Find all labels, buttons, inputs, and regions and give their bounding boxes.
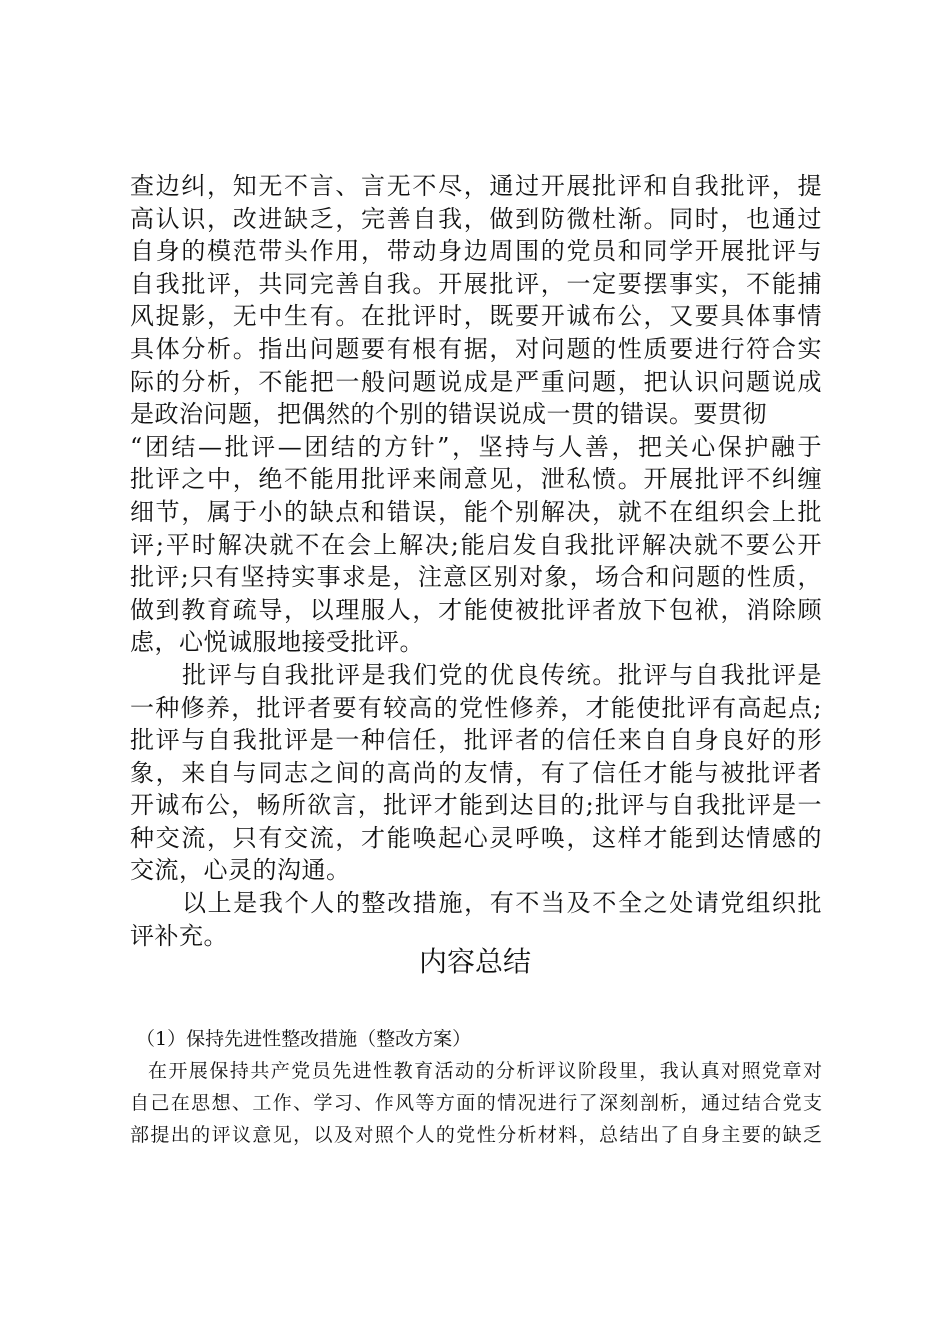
text-line: 评补充。 [130, 921, 228, 950]
summary-line: 自己在思想、工作、学习、作风等方面的情况进行了深刻剖析，通过结合党支 [130, 1092, 822, 1114]
text-line: 开诚布公，畅所欲言，批评才能到达目的;批评与自我批评是一 [130, 791, 822, 820]
text-line: 评;平时解决就不在会上解决;能启发自我批评解决就不要公开 [130, 530, 822, 559]
text-line: 象，来自与同志之间的高尚的友情，有了信任才能与被批评者 [130, 758, 822, 787]
text-line: 风捉影，无中生有。在批评时，既要开诚布公，又要具体事情 [130, 302, 822, 331]
text-line: 自我批评，共同完善自我。开展批评，一定要摆事实，不能捕 [130, 269, 822, 298]
summary-title: 内容总结 [418, 945, 531, 978]
summary-block [130, 1023, 822, 1151]
summary-heading: （1）保持先进性整改措施（整改方案） [136, 1028, 472, 1050]
paragraph-first-line: 以上是我个人的整改措施，有不当及不全之处请党组织批 [182, 889, 822, 918]
text-line: 交流，心灵的沟通。 [130, 856, 351, 885]
text-line: 自身的模范带头作用，带动身边周围的党员和同学开展批评与 [130, 237, 822, 266]
text-line: 一种修养，批评者要有较高的党性修养，才能使批评有高起点; [130, 693, 822, 722]
text-line: 批评;只有坚持实事求是，注意区别对象，场合和问题的性质， [130, 563, 822, 592]
text-line: 际的分析，不能把一般问题说成是严重问题，把认识问题说成 [130, 367, 822, 396]
text-line: 具体分析。指出问题要有根有据，对问题的性质要进行符合实 [130, 334, 822, 363]
text-line: 批评之中，绝不能用批评来闹意见，泄私愤。开展批评不纠缠 [130, 465, 822, 494]
paragraph-first-line: 批评与自我批评是我们党的优良传统。批评与自我批评是 [182, 660, 822, 689]
summary-line: 在开展保持共产党员先进性教育活动的分析评议阶段里，我认真对照党章对 [148, 1060, 822, 1082]
text-line: 细节，属于小的缺点和错误，能个别解决，就不在组织会上批 [130, 497, 822, 526]
text-line: 批评与自我批评是一种信任，批评者的信任来自自身良好的形 [130, 726, 822, 755]
text-line: 高认识，改进缺乏，完善自我，做到防微杜渐。同时，也通过 [130, 204, 822, 233]
text-line: 是政治问题，把偶然的个别的错误说成一贯的错误。要贯彻 [130, 400, 767, 429]
main-text-block [130, 170, 822, 952]
text-line: 做到教育疏导，以理服人，才能使被批评者放下包袱，消除顾 [130, 595, 822, 624]
summary-line: 部提出的评议意见，以及对照个人的党性分析材料，总结出了自身主要的缺乏 [130, 1124, 822, 1146]
text-line: 查边纠，知无不言、言无不尽，通过开展批评和自我批评，提 [130, 172, 822, 200]
text-line: 种交流，只有交流，才能唤起心灵呼唤，这样才能到达情感的 [130, 823, 822, 852]
text-line: “团结—批评—团结的方针”，坚持与人善，把关心保护融于 [130, 432, 822, 461]
text-line: 虑，心悦诚服地接受批评。 [130, 628, 424, 657]
